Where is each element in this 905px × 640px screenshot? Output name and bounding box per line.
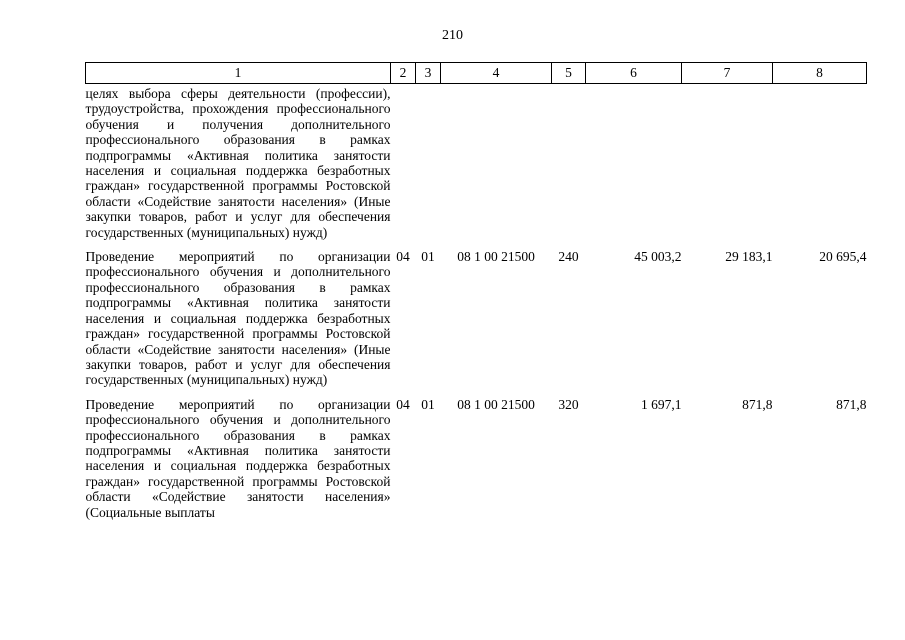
header-col-3: 3 <box>416 63 441 84</box>
header-col-6: 6 <box>586 63 682 84</box>
row-col-3 <box>416 84 441 241</box>
row-col-8: 871,8 <box>836 396 867 412</box>
header-col-8: 8 <box>773 63 867 84</box>
row-col-2 <box>391 84 416 241</box>
row-col-2: 04 <box>396 396 410 412</box>
row-col-5: 320 <box>558 396 579 412</box>
header-col-2: 2 <box>391 63 416 84</box>
table-row <box>86 84 867 241</box>
header-col-4: 4 <box>441 63 552 84</box>
row-col-3: 01 <box>421 249 435 265</box>
row-col-4: 08 1 00 21500 <box>457 249 535 265</box>
row-col-4 <box>441 84 552 241</box>
row-description: Проведение мероприятий по организации профессионального обучения и дополнительного профессионального образования в рамках подпрограммы «Активная политика занятости населения и социальная поддержка безработных граждан» государственной программы Ростовской области «Содействие занятости населения» (Социальные выплаты <box>85 396 391 520</box>
row-col-6: 1 697,1 <box>641 396 682 412</box>
row-col-8: 20 695,4 <box>819 249 867 265</box>
header-col-5: 5 <box>552 63 586 84</box>
row-description: Проведение мероприятий по организации профессионального обучения и дополнительного профессионального образования в рамках подпрограммы «Активная политика занятости населения и социальная поддержка безработных граждан» государственной программы Ростовской области «Содействие занятости населения» (Иные закупки товаров, работ и услуг для обеспечения государственных (муниципальных) нужд) <box>85 249 391 388</box>
page-number: 210 <box>442 28 463 43</box>
row-col-7: 871,8 <box>742 396 773 412</box>
row-col-7 <box>682 84 773 241</box>
row-col-8 <box>773 84 867 241</box>
row-col-7: 29 183,1 <box>725 249 773 265</box>
row-col-2: 04 <box>396 249 410 265</box>
header-col-7: 7 <box>682 63 773 84</box>
budget-table <box>85 62 867 520</box>
row-col-4: 08 1 00 21500 <box>457 396 535 412</box>
row-col-5: 240 <box>558 249 579 265</box>
row-col-6 <box>586 84 682 241</box>
header-col-1: 1 <box>86 63 391 84</box>
row-col-6: 45 003,2 <box>634 249 682 265</box>
table-header-row <box>86 63 867 84</box>
row-description: целях выбора сферы деятельности (профессии), трудоустройства, прохождения профессионального обучения и получения дополнительного профессионального образования в рамках подпрограммы «Активная политика занятости населения и социальная поддержка безработных граждан» государственной программы Ростовской области «Содействие занятости населения» (Иные закупки товаров, работ и услуг для обеспечения государственных (муниципальных) нужд) <box>85 86 391 240</box>
table-row <box>86 240 867 388</box>
row-col-3: 01 <box>421 396 435 412</box>
table-row <box>86 388 867 520</box>
row-col-5 <box>552 84 586 241</box>
